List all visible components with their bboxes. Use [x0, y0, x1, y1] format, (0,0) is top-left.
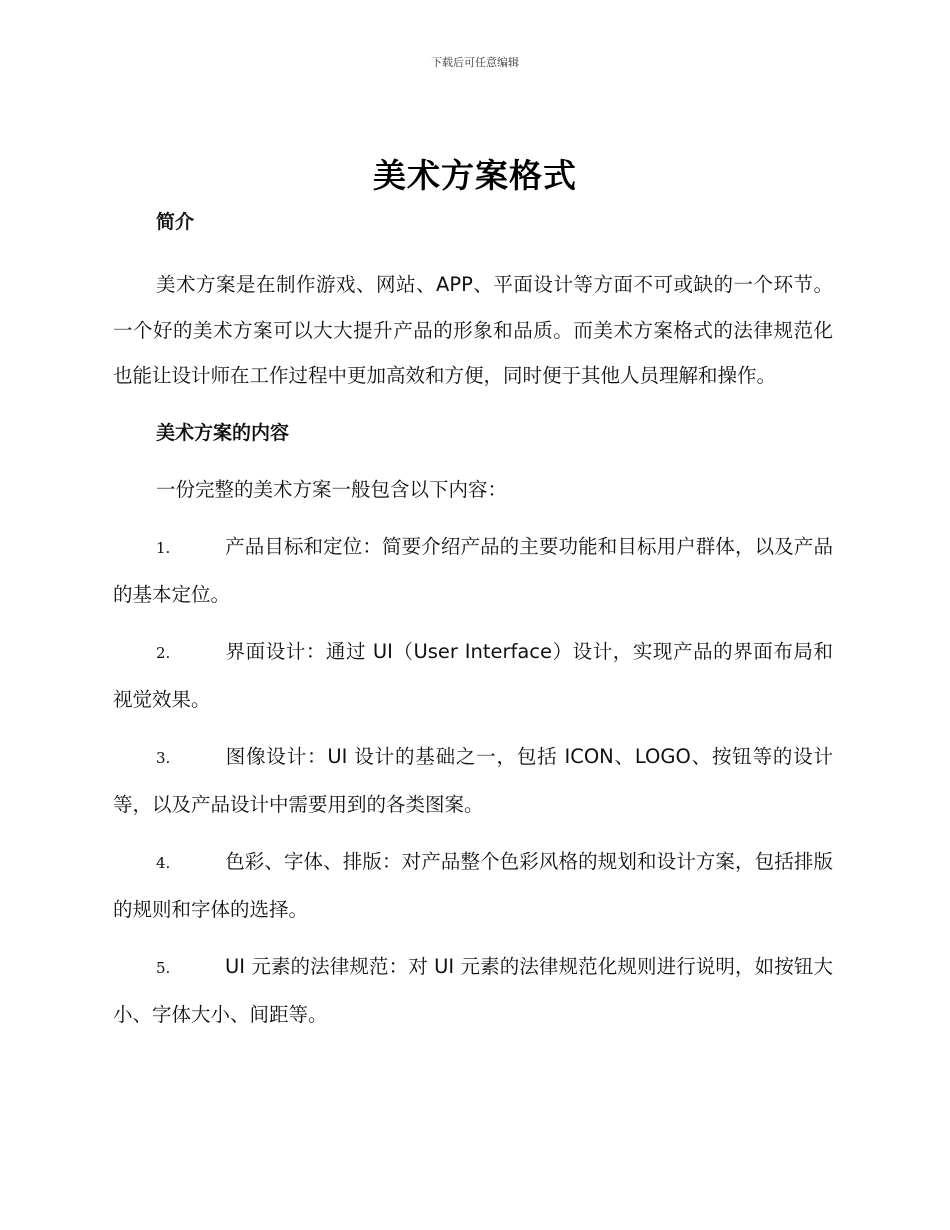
list-text: 图像设计：UI 设计的基础之一，包括 ICON、LOGO、按钮等的设计等，以及产品设计中需要用到的各类图案。 — [113, 745, 833, 816]
document-body — [113, 204, 833, 1049]
list-item — [113, 944, 833, 1037]
list-text: 产品目标和定位：简要介绍产品的主要功能和目标用户群体，以及产品的基本定位。 — [113, 535, 833, 606]
section-heading-intro: 简介 — [156, 211, 195, 233]
list-number: 4. — [156, 854, 171, 872]
list-number: 5. — [156, 959, 171, 977]
intro-paragraph: 美术方案是在制作游戏、网站、APP、平面设计等方面不可或缺的一个环节。一个好的美术方案可以大大提升产品的形象和品质。而美术方案格式的法律规范化也能让设计师在工作过程中更加高效和方便，同时便于其他人员理解和操作。 — [113, 273, 833, 387]
list-number: 1. — [156, 539, 171, 557]
list-item — [113, 734, 833, 827]
document-title: 美术方案格式 — [373, 156, 577, 195]
list-number: 2. — [156, 644, 171, 662]
list-item — [113, 524, 833, 617]
list-text: UI 元素的法律规范：对 UI 元素的法律规范化规则进行说明，如按钮大小、字体大小、间距等。 — [113, 955, 833, 1026]
section-heading-content: 美术方案的内容 — [156, 421, 290, 444]
header-note: 下载后可任意编辑 — [431, 56, 519, 69]
list-number: 3. — [156, 749, 171, 767]
list-item — [113, 629, 833, 722]
list-text: 界面设计：通过 UI（User Interface）设计，实现产品的界面布局和视觉效果。 — [113, 640, 833, 711]
list-text: 色彩、字体、排版：对产品整个色彩风格的规划和设计方案，包括排版的规则和字体的选择。 — [113, 850, 833, 921]
list-item — [113, 839, 833, 932]
content-paragraph: 一份完整的美术方案一般包含以下内容： — [156, 477, 508, 501]
